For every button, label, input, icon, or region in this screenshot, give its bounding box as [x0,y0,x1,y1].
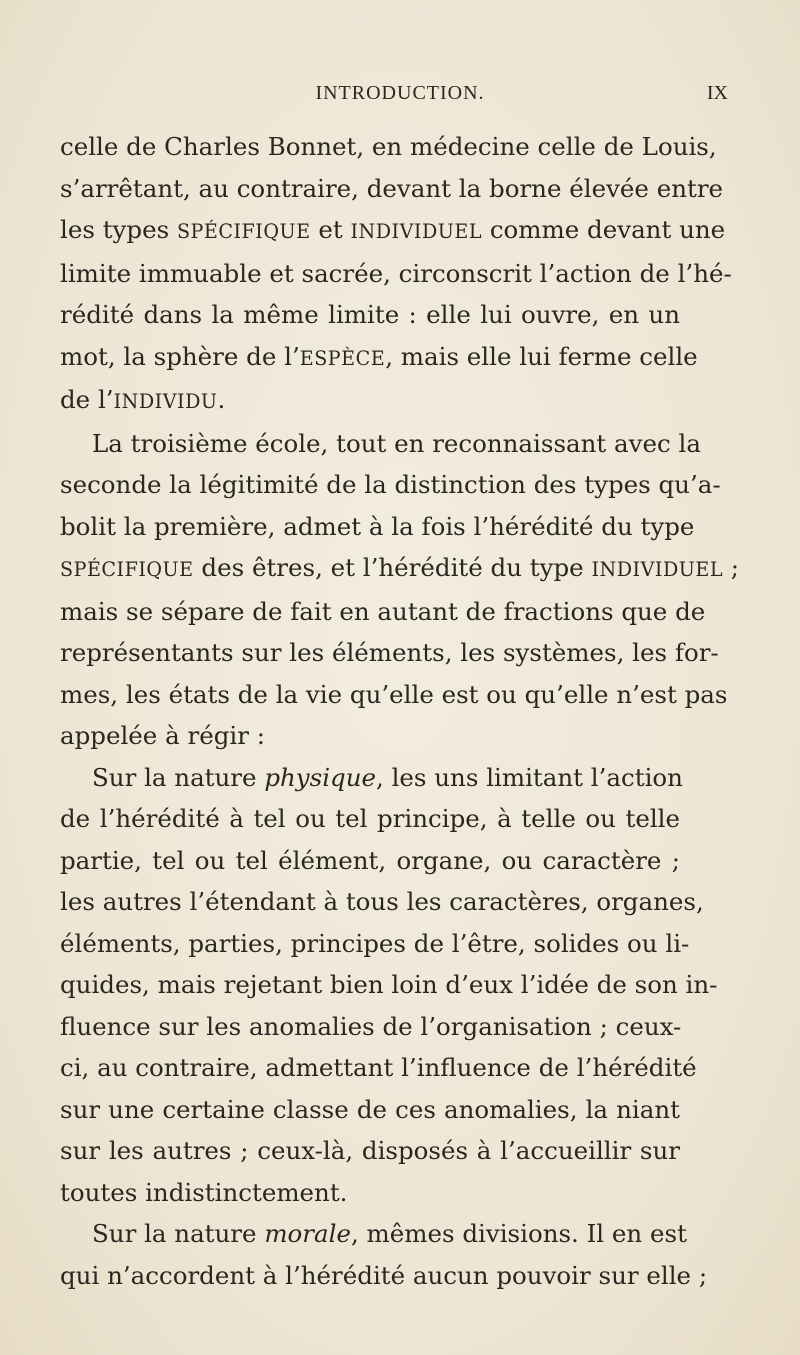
text-line [60,168,724,210]
text-segment: appelée à régir : [60,721,265,750]
text-segment: qui n’accordent à l’hérédité aucun pouvoir sur elle ; [60,1260,708,1290]
text-line [60,547,740,591]
text-segment: seconde la légitimité de la distinction des types qu’a- [60,470,721,499]
text-segment: ci, au contraire, admettant l’influence de l’hérédité [60,1053,697,1082]
text-line [60,1006,680,1048]
text-segment: La troisième école, tout en reconnaissant avec la [92,428,701,458]
text-segment: Sur la nature [92,762,265,792]
text-line [60,964,718,1006]
text-line [60,126,717,168]
text-line [60,379,680,423]
text-line [60,336,698,380]
text-line [60,715,680,757]
text-line [60,1130,680,1172]
text-segment: fluence sur les anomalies de l’organisation ; ceux- [60,1011,682,1041]
text-segment: mes, les états de la vie qu’elle est ou qu’elle n’est pas [60,679,728,709]
text-segment: quides, mais rejetant bien loin d’eux l’idée de son in- [60,970,718,999]
running-header [60,82,740,112]
text-line [60,591,706,633]
text-line [60,464,721,506]
text-segment: et [310,215,351,244]
text-line [60,1047,697,1089]
text-segment: , mais elle lui ferme celle [385,341,698,371]
text-segment: , les uns limitant l’action [376,762,683,792]
italic-text: morale [264,1219,351,1248]
text-segment: des êtres, et l’hérédité du type [193,553,592,582]
text-segment: les types [60,215,177,244]
small-caps-text: INDIVIDUEL [350,220,483,243]
text-line [60,1089,680,1131]
text-segment: sur les autres ; ceux-là, disposés à l’accueillir sur [60,1136,680,1165]
page-number: IX [706,82,728,104]
text-line [60,757,683,799]
text-line [60,881,704,923]
text-segment: . [217,385,226,414]
text-segment: comme devant une [482,215,726,244]
small-caps-text: SPÉCIFIQUE [60,558,194,581]
text-segment: les autres l’étendant à tous les caractères, organes, [60,887,704,916]
text-segment: bolit la première, admet à la fois l’hérédité du type [60,511,695,541]
body-text [60,126,740,1296]
text-segment: partie, tel ou tel élément, organe, ou caractère ; [60,845,680,875]
text-line [60,840,680,882]
small-caps-text: ESPÈCE [299,346,386,370]
text-line [60,1172,680,1214]
small-caps-text: INDIVIDU [113,390,218,413]
text-segment: toutes indistinctement. [60,1177,348,1207]
text-line [60,798,680,840]
text-segment: éléments, parties, principes de l’être, solides ou li- [60,928,690,958]
text-segment: limite immuable et sacrée, circonscrit l’action de l’hé- [60,258,732,288]
text-line [60,423,701,465]
text-segment: Sur la nature [92,1219,265,1248]
text-line [60,1255,708,1297]
text-line [60,923,690,965]
text-line [60,506,695,548]
text-segment: de l’hérédité à tel ou tel principe, à telle ou telle [60,804,680,833]
text-line [60,294,680,336]
text-segment: mot, la sphère de l’ [60,341,300,371]
text-segment: rédité dans la même limite : elle lui ouvre, en un [60,300,680,329]
small-caps-text: SPÉCIFIQUE [176,220,311,243]
italic-text: physique [264,762,376,792]
text-line [60,632,719,674]
text-segment: mais se sépare de fait en autant de fractions que de [60,596,706,626]
text-segment: celle de Charles Bonnet, en médecine celle de Louis, [60,132,717,161]
text-line [60,253,732,295]
text-segment: sur une certaine classe de ces anomalies, la niant [60,1094,680,1124]
small-caps-text: INDIVIDUEL [591,558,724,581]
text-line [60,209,726,253]
running-title: INTRODUCTION. [315,82,485,104]
text-segment: ; [723,553,740,582]
text-line [60,674,728,716]
text-segment: s’arrêtant, au contraire, devant la borne élevée entre [60,173,724,203]
text-segment: , mêmes divisions. Il en est [350,1219,687,1248]
text-segment: de l’ [60,385,114,414]
text-segment: représentants sur les éléments, les systèmes, les for- [60,638,719,667]
text-line [60,1213,687,1255]
